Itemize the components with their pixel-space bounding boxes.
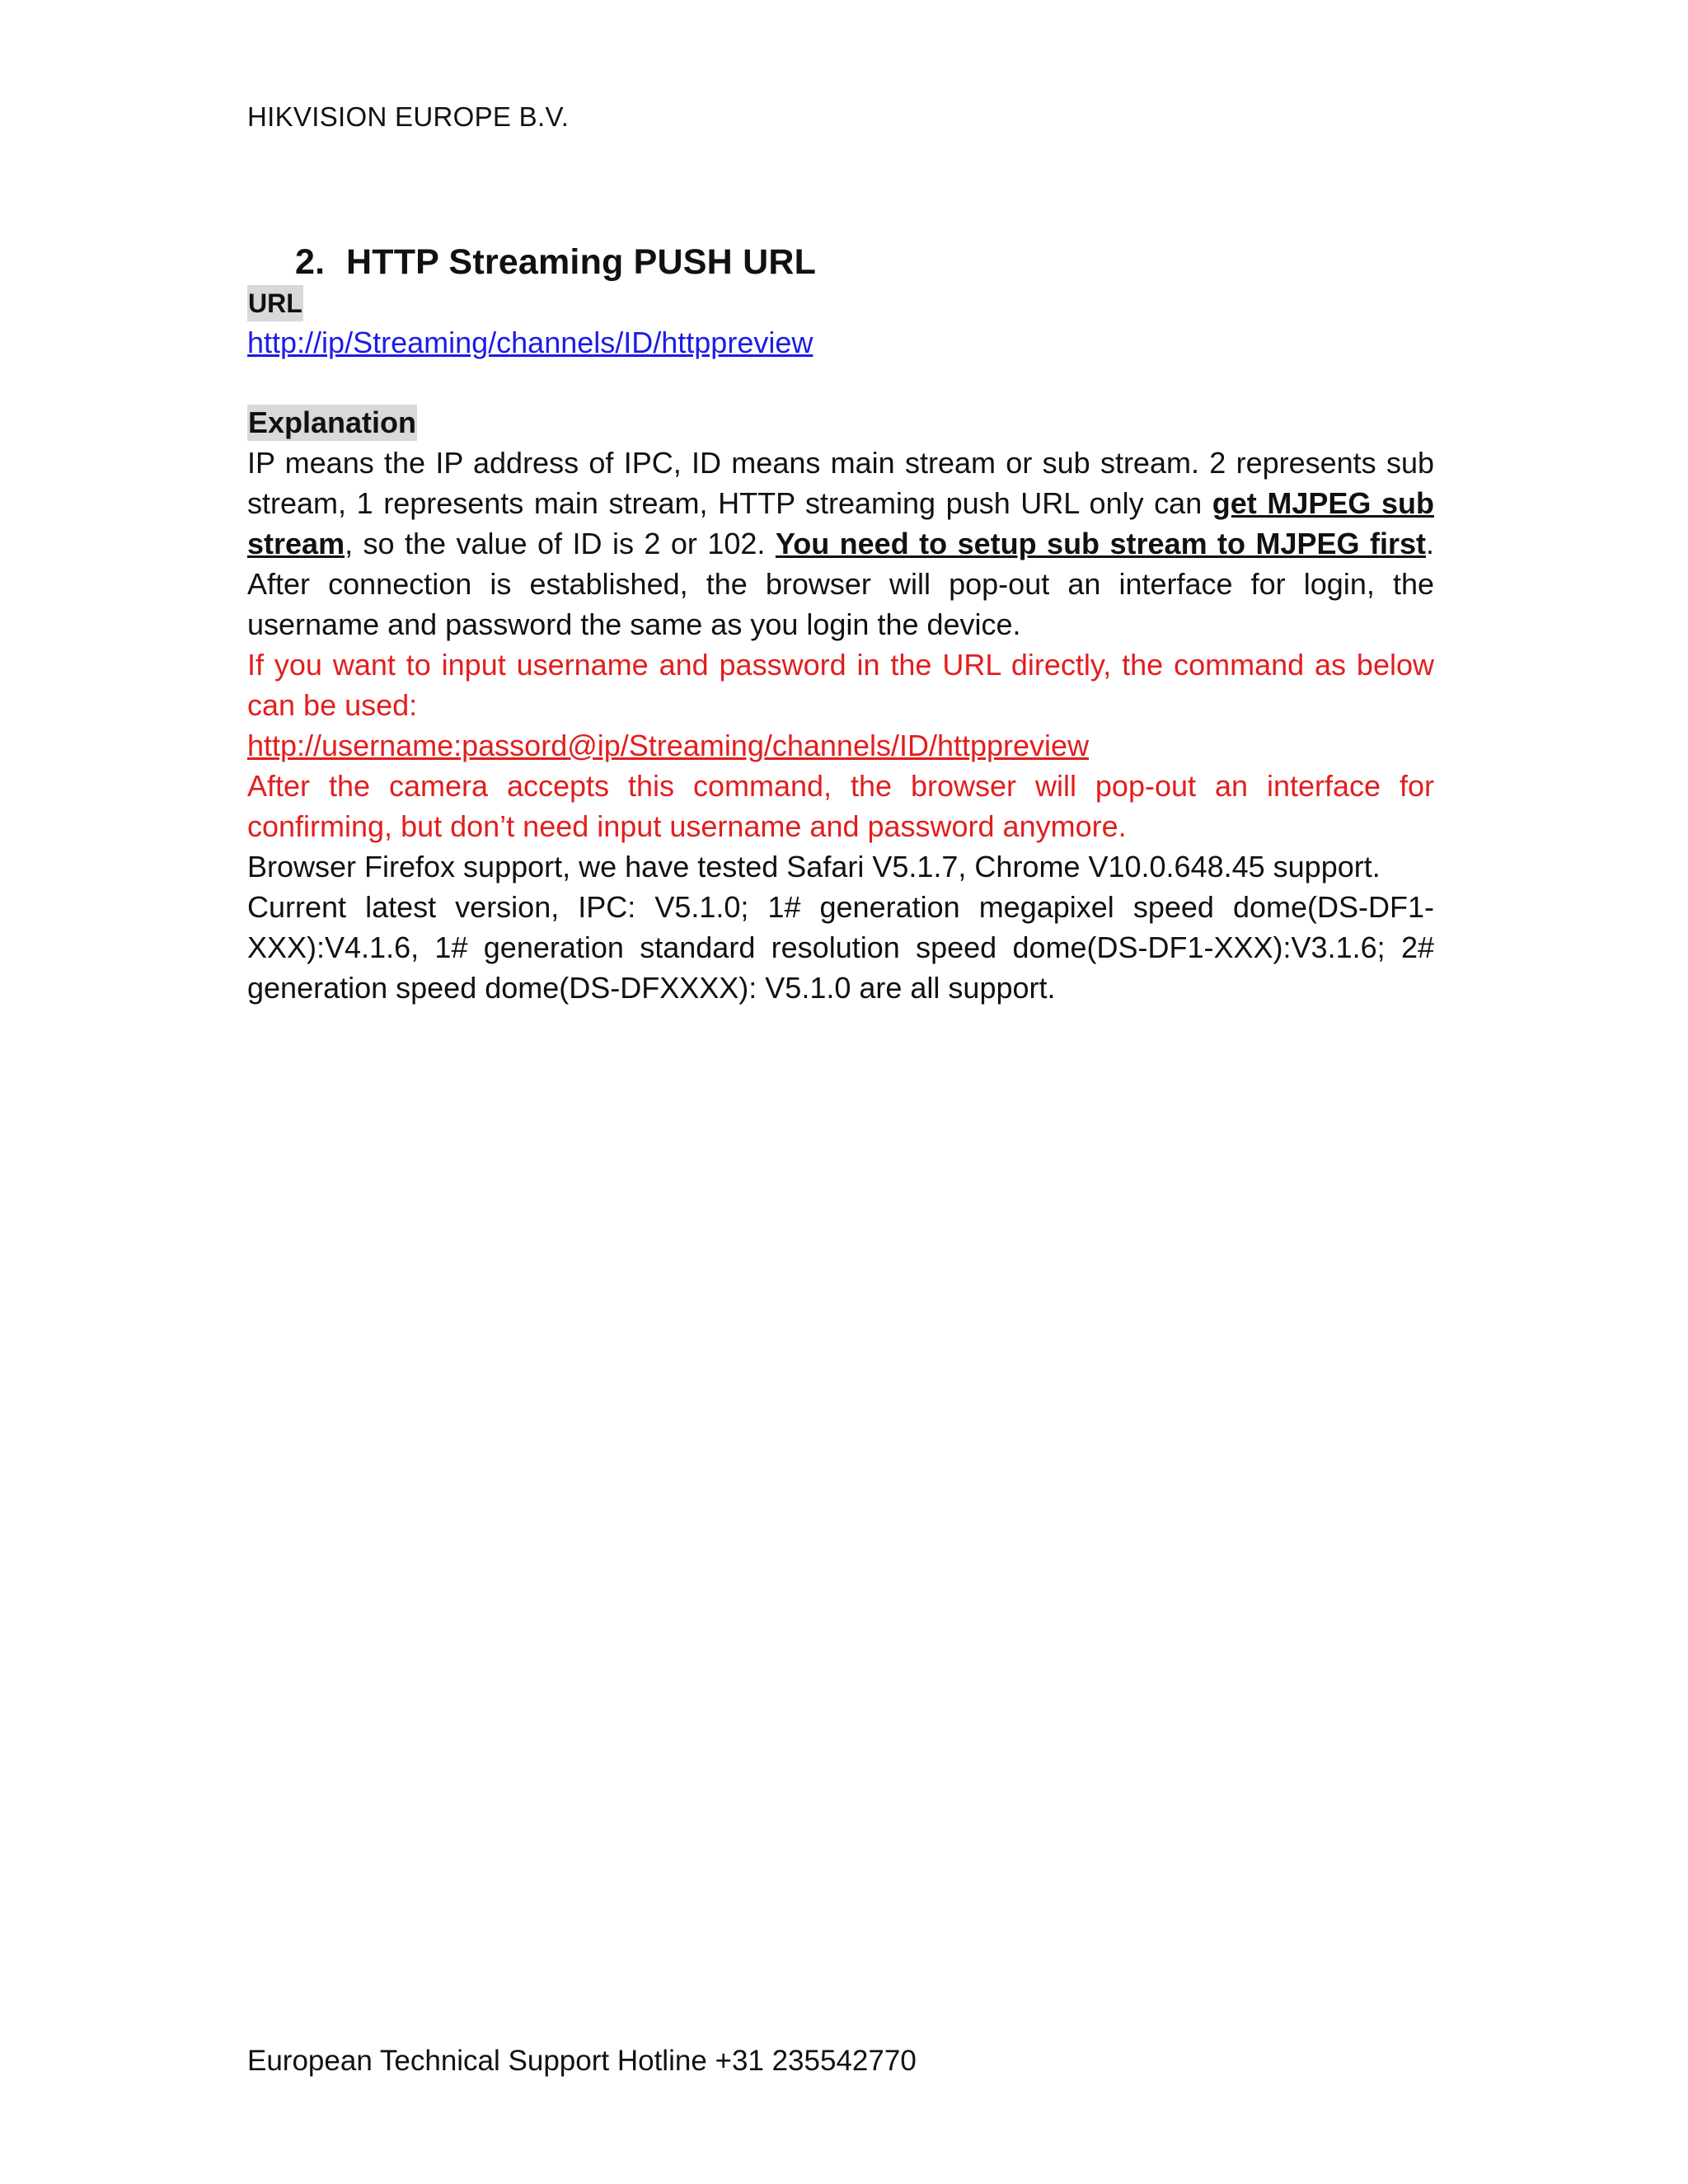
version-support-text: Current latest version, IPC: V5.1.0; 1# generation megapixel speed dome(DS-DF1-XXX):V4.1.6, 1# generation standard resolution speed dome(DS-DF1-XXX):V3.1.6; 2# generation speed dome(DS-DFXXXX): V5.1.0 are all support. bbox=[247, 890, 1434, 1005]
setup-mjpeg-emphasis: You need to setup sub stream to MJPEG first bbox=[775, 527, 1426, 560]
page-footer: European Technical Support Hotline +31 235542770 bbox=[247, 2045, 917, 2077]
url-label: URL bbox=[247, 285, 303, 321]
credentials-url-link[interactable]: http://username:passord@ip/Streaming/channels/ID/httppreview bbox=[247, 729, 1090, 762]
explanation-text-3: . After connection is established, the browser will pop-out an interface for login, the username and password the same as you login the device. bbox=[247, 527, 1434, 641]
explanation-text-1: IP means the IP address of IPC, ID means main stream or sub stream. 2 represents sub stream, 1 represents main stream, HTTP streaming push URL only can bbox=[247, 446, 1434, 520]
section-title-text: HTTP Streaming PUSH URL bbox=[346, 242, 817, 282]
section-number: 2. bbox=[295, 242, 326, 282]
explanation-text-2: , so the value of ID is 2 or 102. bbox=[345, 527, 776, 560]
confirm-note: After the camera accepts this command, the browser will pop-out an interface for confirming, but don’t need input username and password anymore. bbox=[247, 769, 1434, 843]
spacer bbox=[247, 363, 1434, 402]
explanation-label: Explanation bbox=[248, 405, 417, 439]
document-body bbox=[247, 282, 1434, 1008]
page-header: HIKVISION EUROPE B.V. bbox=[247, 101, 570, 132]
explanation-paragraph bbox=[247, 443, 1434, 644]
browser-support-text: Browser Firefox support, we have tested Safari V5.1.7, Chrome V10.0.648.45 support. bbox=[247, 850, 1381, 883]
credentials-intro: If you want to input username and password in the URL directly, the command as below can be used: bbox=[247, 648, 1434, 722]
mjpeg-sub-stream-emphasis: get MJPEG sub stream bbox=[247, 486, 1434, 560]
stream-url-link[interactable]: http://ip/Streaming/channels/ID/httppreview bbox=[247, 326, 814, 359]
section-title bbox=[295, 239, 816, 285]
